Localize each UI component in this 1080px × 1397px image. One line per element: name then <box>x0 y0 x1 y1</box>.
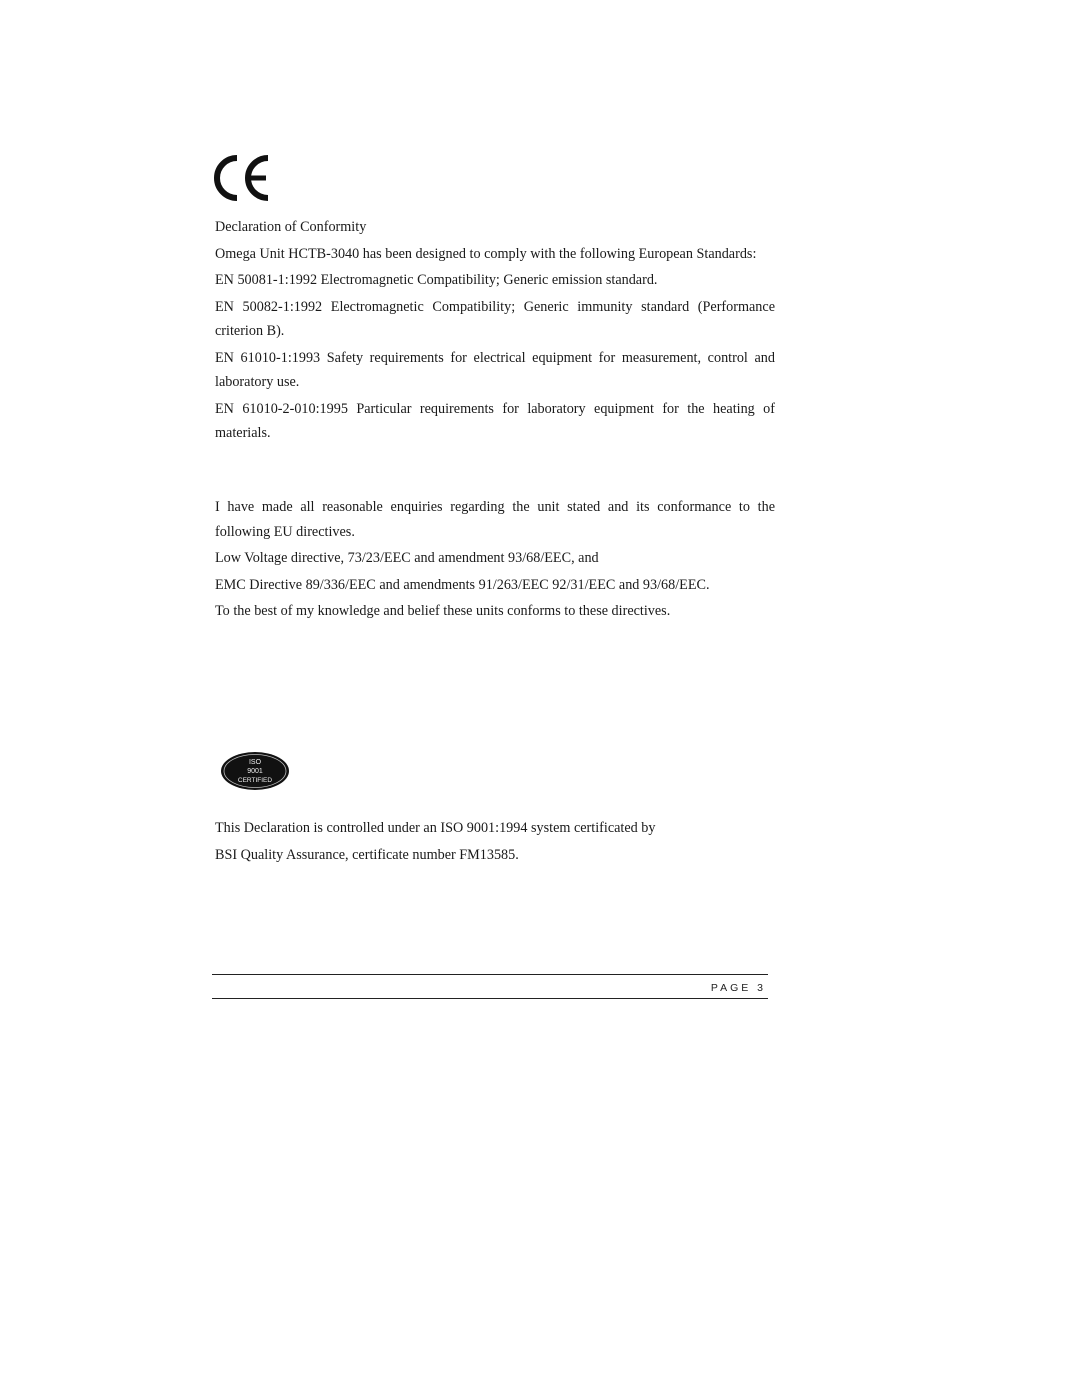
enquiries-conclusion: To the best of my knowledge and belief these units conforms to these directives. <box>215 603 671 619</box>
iso-statement-line1: This Declaration is controlled under an ISO 9001:1994 system certificated by <box>215 820 656 836</box>
declaration-title: Declaration of Conformity <box>215 219 367 235</box>
standard-item: EN 50082-1:1992 Electromagnetic Compatibility; Generic immunity standard (Performance criterion B). <box>215 298 775 339</box>
footer-rule-top <box>212 974 768 975</box>
standard-item: EN 50081-1:1992 Electromagnetic Compatibility; Generic emission standard. <box>215 272 658 288</box>
enquiries-statement: I have made all reasonable enquiries regarding the unit stated and its conformance to the following EU directives. <box>215 499 775 540</box>
page-number: PAGE 3 <box>710 982 766 994</box>
enquiries-section <box>215 495 775 624</box>
ce-mark-icon <box>210 152 274 204</box>
iso-badge-line1: ISO <box>248 759 262 766</box>
standard-item: EN 61010-1:1993 Safety requirements for electrical equipment for measurement, control and laboratory use. <box>215 349 775 390</box>
iso-badge-line2: 9001 <box>247 768 263 775</box>
directive-item: Low Voltage directive, 73/23/EEC and amendment 93/68/EEC, and <box>215 550 599 566</box>
directive-item: EMC Directive 89/336/EEC and amendments 91/263/EEC 92/31/EEC and 93/68/EEC. <box>215 576 710 593</box>
standard-item: EN 61010-2-010:1995 Particular requirements for laboratory equipment for the heating of materials. <box>215 400 775 441</box>
iso-badge-line3: CERTIFIED <box>237 777 273 784</box>
declaration-section <box>215 215 775 446</box>
footer-rule-bottom <box>212 998 768 999</box>
iso-statement-section <box>215 816 775 867</box>
iso-statement-line2: BSI Quality Assurance, certificate number FM13585. <box>215 846 519 863</box>
iso-certified-badge-icon <box>219 750 291 792</box>
declaration-intro: Omega Unit HCTB-3040 has been designed to comply with the following European Standards: <box>215 245 757 262</box>
